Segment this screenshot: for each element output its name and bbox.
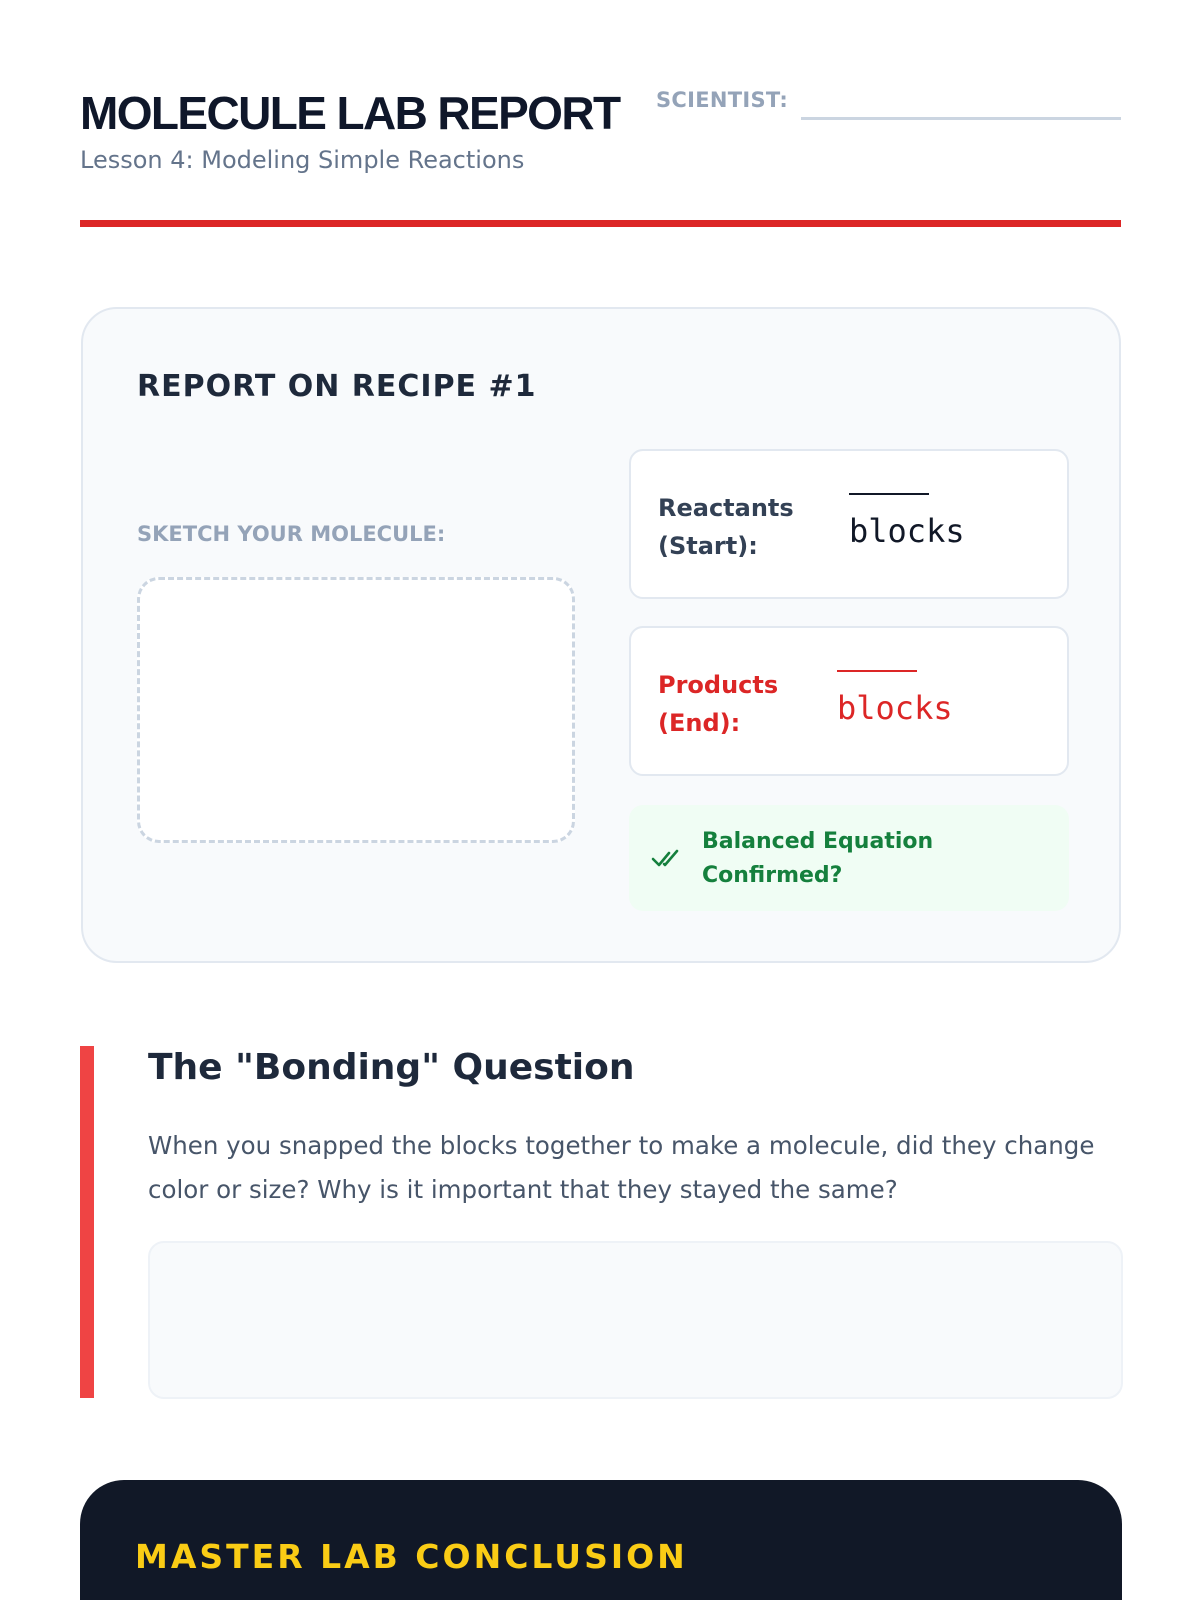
products-value bbox=[837, 670, 953, 728]
products-label-line1: Products bbox=[658, 671, 779, 699]
sketch-area[interactable] bbox=[137, 577, 575, 843]
header-divider bbox=[80, 220, 1121, 227]
bonding-question-text: When you snapped the blocks together to make a molecule, did they change color or size? Why is it important that they stayed the same? bbox=[148, 1131, 1095, 1204]
scientist-label: SCIENTIST: bbox=[656, 88, 789, 112]
page-title: MOLECULE LAB REPORT bbox=[80, 87, 620, 139]
conclusion-section bbox=[80, 1480, 1122, 1600]
lesson-subtitle: Lesson 4: Modeling Simple Reactions bbox=[80, 146, 525, 174]
recipe-title: REPORT ON RECIPE #1 bbox=[137, 369, 537, 404]
reactants-value bbox=[849, 493, 965, 551]
double-check-icon bbox=[651, 847, 683, 869]
reactants-label bbox=[658, 489, 828, 565]
recipe-report-card bbox=[81, 307, 1121, 963]
sketch-label: SKETCH YOUR MOLECULE: bbox=[137, 522, 446, 546]
conclusion-title: MASTER LAB CONCLUSION bbox=[135, 1537, 688, 1576]
balanced-equation-check[interactable] bbox=[629, 805, 1069, 911]
balanced-label-line1: Balanced Equation bbox=[702, 829, 934, 854]
reactants-label-line2: (Start): bbox=[658, 532, 758, 560]
reactants-unit: blocks bbox=[849, 512, 965, 550]
scientist-name-field[interactable] bbox=[801, 117, 1121, 120]
balanced-equation-label bbox=[702, 825, 1042, 893]
products-unit: blocks bbox=[837, 689, 953, 727]
bonding-question-title: The "Bonding" Question bbox=[148, 1047, 635, 1088]
bonding-answer-field[interactable] bbox=[148, 1241, 1123, 1399]
products-box bbox=[629, 626, 1069, 776]
question-accent-bar bbox=[80, 1046, 94, 1398]
report-header bbox=[80, 80, 1120, 230]
reactants-label-line1: Reactants bbox=[658, 494, 794, 522]
balanced-label-line2: Confirmed? bbox=[702, 863, 843, 888]
products-blank-field[interactable] bbox=[837, 670, 917, 672]
products-label-line2: (End): bbox=[658, 709, 741, 737]
reactants-blank-field[interactable] bbox=[849, 493, 929, 495]
reactants-box bbox=[629, 449, 1069, 599]
products-label bbox=[658, 666, 828, 742]
